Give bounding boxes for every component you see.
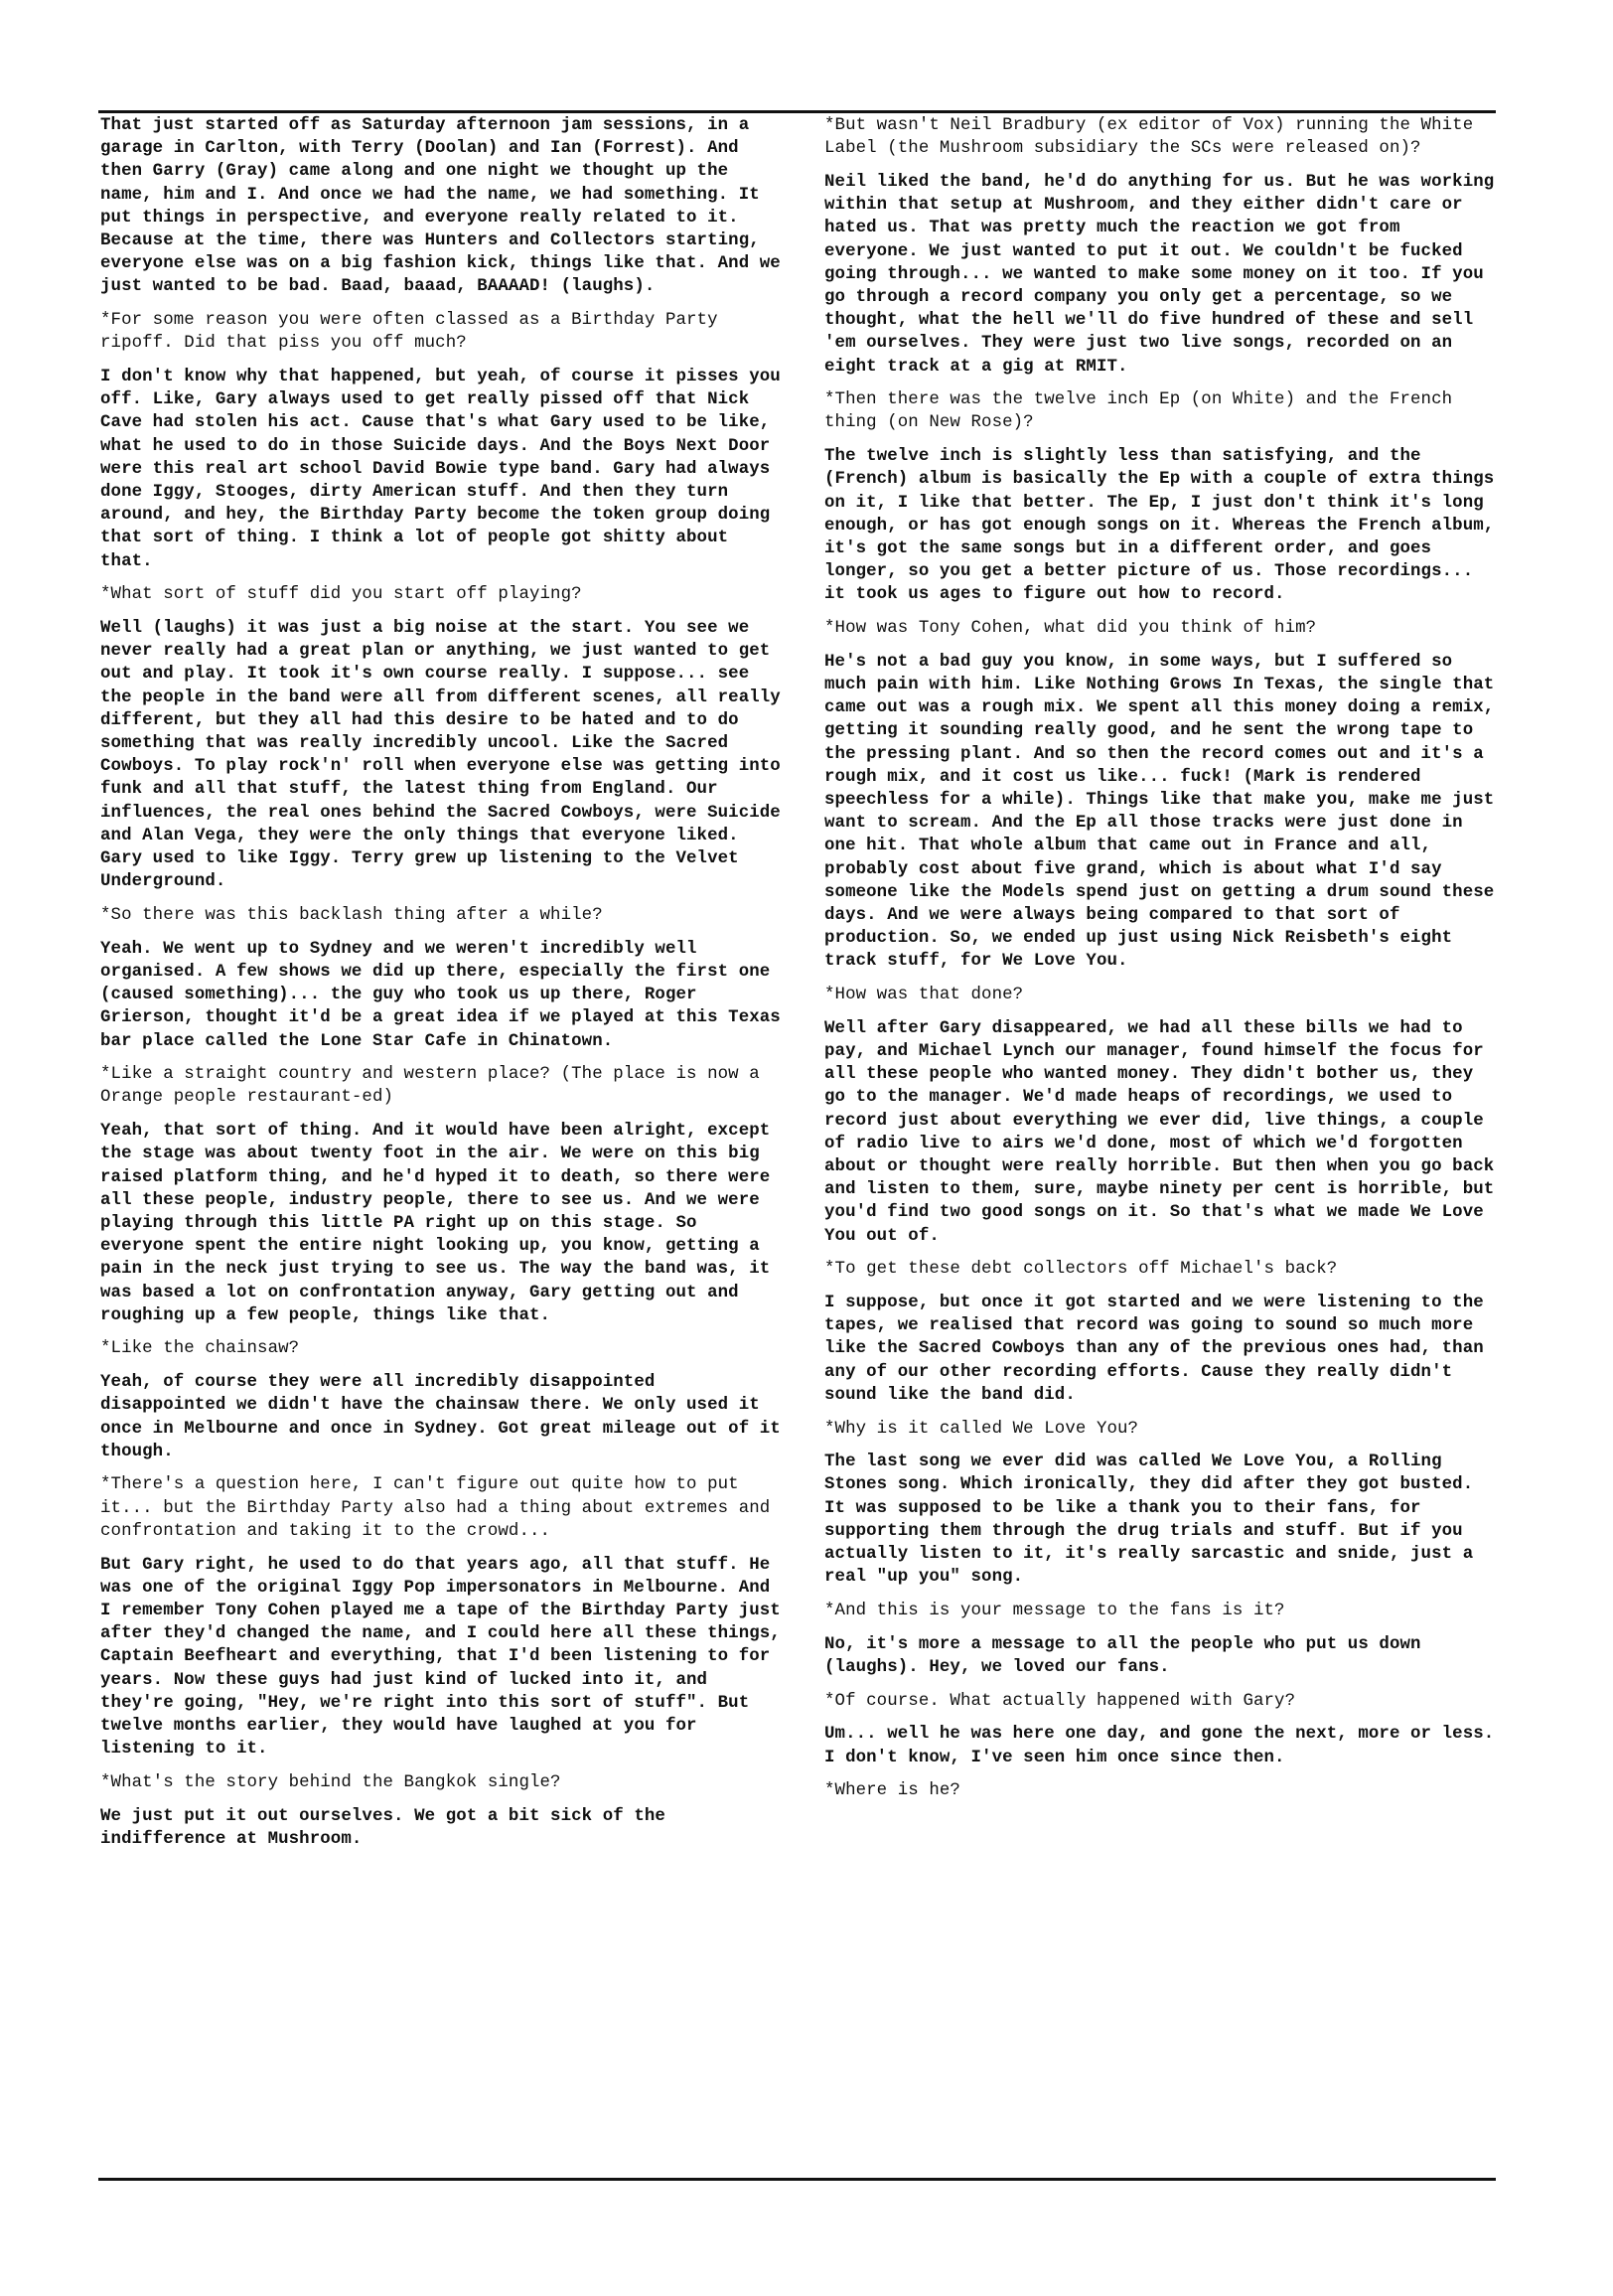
- question-paragraph: *So there was this backlash thing after a while?: [100, 906, 603, 925]
- answer-paragraph: I don't know why that happened, but yeah, of course it pisses you off. Like, Gary always used to get really pissed off that Nick Cave had stolen his act. Cause that's what Gary used to be like, what he used to do in those Suicide days. And the Boys Next Door were this real art school David Bowie type band. Gary had always done Iggy, Stooges, dirty American stuff. And then they turn around, and hey, the Birthday Party become the token group doing that sort of thing. I think a lot of people got shitty about that.: [100, 368, 781, 571]
- answer-paragraph: I suppose, but once it got started and we were listening to the tapes, we realised that record was going to sound so much more like the Sacred Cowboys than any of the previous ones had, than any of our other recording efforts. Cause they really didn't sound like the band did.: [824, 1294, 1484, 1405]
- answer-paragraph: Yeah. We went up to Sydney and we weren't incredibly well organised. A few shows we did up there, especially the first one (caused something)... the guy who took us up there, Roger Grierson, thought it'd be a great idea if we played at this Texas bar place called the Lone Star Cafe in Chinatown.: [100, 939, 781, 1051]
- question-paragraph: *What's the story behind the Bangkok single?: [100, 1772, 561, 1792]
- bottom-rule: [98, 2178, 1496, 2181]
- question-paragraph: *Like a straight country and western place? (The place is now a Orange people restaurant-ed): [100, 1065, 760, 1108]
- left-column: [100, 114, 781, 1862]
- question-paragraph: *How was that done?: [824, 986, 1024, 1005]
- answer-paragraph: Neil liked the band, he'd do anything for us. But he was working within that setup at Mushroom, and they either didn't care or hated us. That was pretty much the reaction we got from everyone. We just wanted to put it out. We couldn't be fucked going through... we wanted to make some money on it too. If you go through a record company you only get a percentage, so we thought, what the hell we'll do five hundred of these and sell 'em ourselves. They were just two live songs, recorded on an eight track at a gig at RMIT.: [824, 172, 1495, 377]
- question-paragraph: *For some reason you were often classed as a Birthday Party ripoff. Did that piss you off much?: [100, 311, 718, 354]
- question-paragraph: *How was Tony Cohen, what did you think of him?: [824, 619, 1317, 639]
- right-column: [824, 114, 1500, 1813]
- answer-paragraph: But Gary right, he used to do that years ago, all that stuff. He was one of the original Iggy Pop impersonators in Melbourne. And I remember Tony Cohen played me a tape of the Birthday Party just after they'd changed the name, and I could here all these things, Captain Beefheart and everything, that I'd been listening to for years. Now these guys had just kind of lucked into it, and they're going, "Hey, we're right into this sort of stuff". But twelve months earlier, they would have laughed at you for listening to it.: [100, 1555, 781, 1760]
- answer-paragraph: He's not a bad guy you know, in some ways, but I suffered so much pain with him. Like Nothing Grows In Texas, the single that came out was a rough mix. We spent all this money doing a remix, getting it sounding really good, and he sent the wrong tape to the pressing plant. And so then the record comes out and it's a rough mix, and it cost us like... fuck! (Mark is rendered speechless for a while). Things like that make you, make me just want to scream. And the Ep all those tracks were just done in one hit. That whole album that came out in France and all, probably cost about five grand, which is about what I'd say someone like the Models spend just on getting a drum sound these days. And we were always being compared to that sort of production. So, we ended up just using Nick Reisbeth's eight track stuff, for We Love You.: [824, 652, 1495, 972]
- question-paragraph: *What sort of stuff did you start off playing?: [100, 585, 582, 605]
- top-rule: [98, 110, 1496, 113]
- answer-paragraph: That just started off as Saturday afternoon jam sessions, in a garage in Carlton, with Terry (Doolan) and Ian (Forrest). And then Garry (Gray) came along and one night we thought up the name, him and I. And once we had the name, we had something. It put things in perspective, and everyone really related to it. Because at the time, there was Hunters and Collectors starting, everyone else was on a big fashion kick, things like that. And we just wanted to be bad. Baad, baaad, BAAAAD! (laughs).: [100, 116, 781, 297]
- answer-paragraph: Well after Gary disappeared, we had all these bills we had to pay, and Michael Lynch our manager, found himself the focus for all these people who wanted money. They didn't bother us, they go to the manager. We'd made heaps of recordings, we used to record just about everything we ever did, live things, a couple of radio live to airs we'd done, most of which we'd forgotten about or thought were really horrible. But then when you go back and listen to them, sure, maybe ninety per cent is horrible, but you'd find two good songs on it. So that's what we made We Love You out of.: [824, 1018, 1495, 1246]
- answer-paragraph: Yeah, that sort of thing. And it would have been alright, except the stage was about twenty foot in the air. We were on this big raised platform thing, and he'd hyped it to death, so there were all these people, industry people, there to see us. And we were playing through this little PA right up on this stage. So everyone spent the entire night looking up, you know, getting a pain in the neck just trying to see us. The way the band was, it was based a lot on confrontation anyway, Gary getting out and roughing up a few people, things like that.: [100, 1122, 771, 1325]
- question-paragraph: *There's a question here, I can't figure out quite how to put it... but the Birthday Party also had a thing about extremes and confrontation and taking it to the crowd...: [100, 1475, 771, 1541]
- question-paragraph: *And this is your message to the fans is it?: [824, 1601, 1285, 1620]
- answer-paragraph: The last song we ever did was called We Love You, a Rolling Stones song. Which ironically, they did after they got busted. It was supposed to be like a thank you to their fans, for supporting them through the drug trials and stuff. But if you actually listen to it, it's really sarcastic and snide, just a real "up you" song.: [824, 1453, 1474, 1588]
- question-paragraph: *To get these debt collectors off Michael's back?: [824, 1260, 1338, 1280]
- question-paragraph: *Like the chainsaw?: [100, 1339, 300, 1359]
- question-paragraph: *Where is he?: [824, 1781, 960, 1801]
- answer-paragraph: Well (laughs) it was just a big noise at the start. You see we never really had a great plan or anything, we just wanted to get out and play. It took it's own course really. I suppose... see the people in the band were all from different scenes, all really different, but they all had this desire to be hated and to do something that was really incredibly uncool. Like the Sacred Cowboys. To play rock'n' roll when everyone else was getting into funk and all that stuff, the latest thing from England. Our influences, the real ones behind the Sacred Cowboys, were Suicide and Alan Vega, they were the only things that everyone liked. Gary used to like Iggy. Terry grew up listening to the Velvet Underground.: [100, 619, 781, 892]
- question-paragraph: *But wasn't Neil Bradbury (ex editor of Vox) running the White Label (the Mushroom subsidiary the SCs were released on)?: [824, 116, 1474, 159]
- answer-paragraph: Yeah, of course they were all incredibly disappointed disappointed we didn't have the chainsaw there. We only used it once in Melbourne and once in Sydney. Got great mileage out of it though.: [100, 1373, 781, 1461]
- answer-paragraph: The twelve inch is slightly less than satisfying, and the (French) album is basically the Ep with a couple of extra things on it, I like that better. The Ep, I just don't think it's long enough, or has got enough songs on it. Whereas the French album, it's got the same songs but in a different order, and goes longer, so you get a better picture of us. Those recordings... it took us ages to figure out how to record.: [824, 447, 1495, 605]
- question-paragraph: *Why is it called We Love You?: [824, 1419, 1139, 1439]
- question-paragraph: *Of course. What actually happened with Gary?: [824, 1691, 1296, 1711]
- answer-paragraph: Um... well he was here one day, and gone the next, more or less. I don't know, I've seen him once since then.: [824, 1725, 1495, 1767]
- question-paragraph: *Then there was the twelve inch Ep (on White) and the French thing (on New Rose)?: [824, 390, 1453, 433]
- answer-paragraph: We just put it out ourselves. We got a bit sick of the indifference at Mushroom.: [100, 1806, 665, 1849]
- answer-paragraph: No, it's more a message to all the people who put us down (laughs). Hey, we loved our fans.: [824, 1634, 1421, 1677]
